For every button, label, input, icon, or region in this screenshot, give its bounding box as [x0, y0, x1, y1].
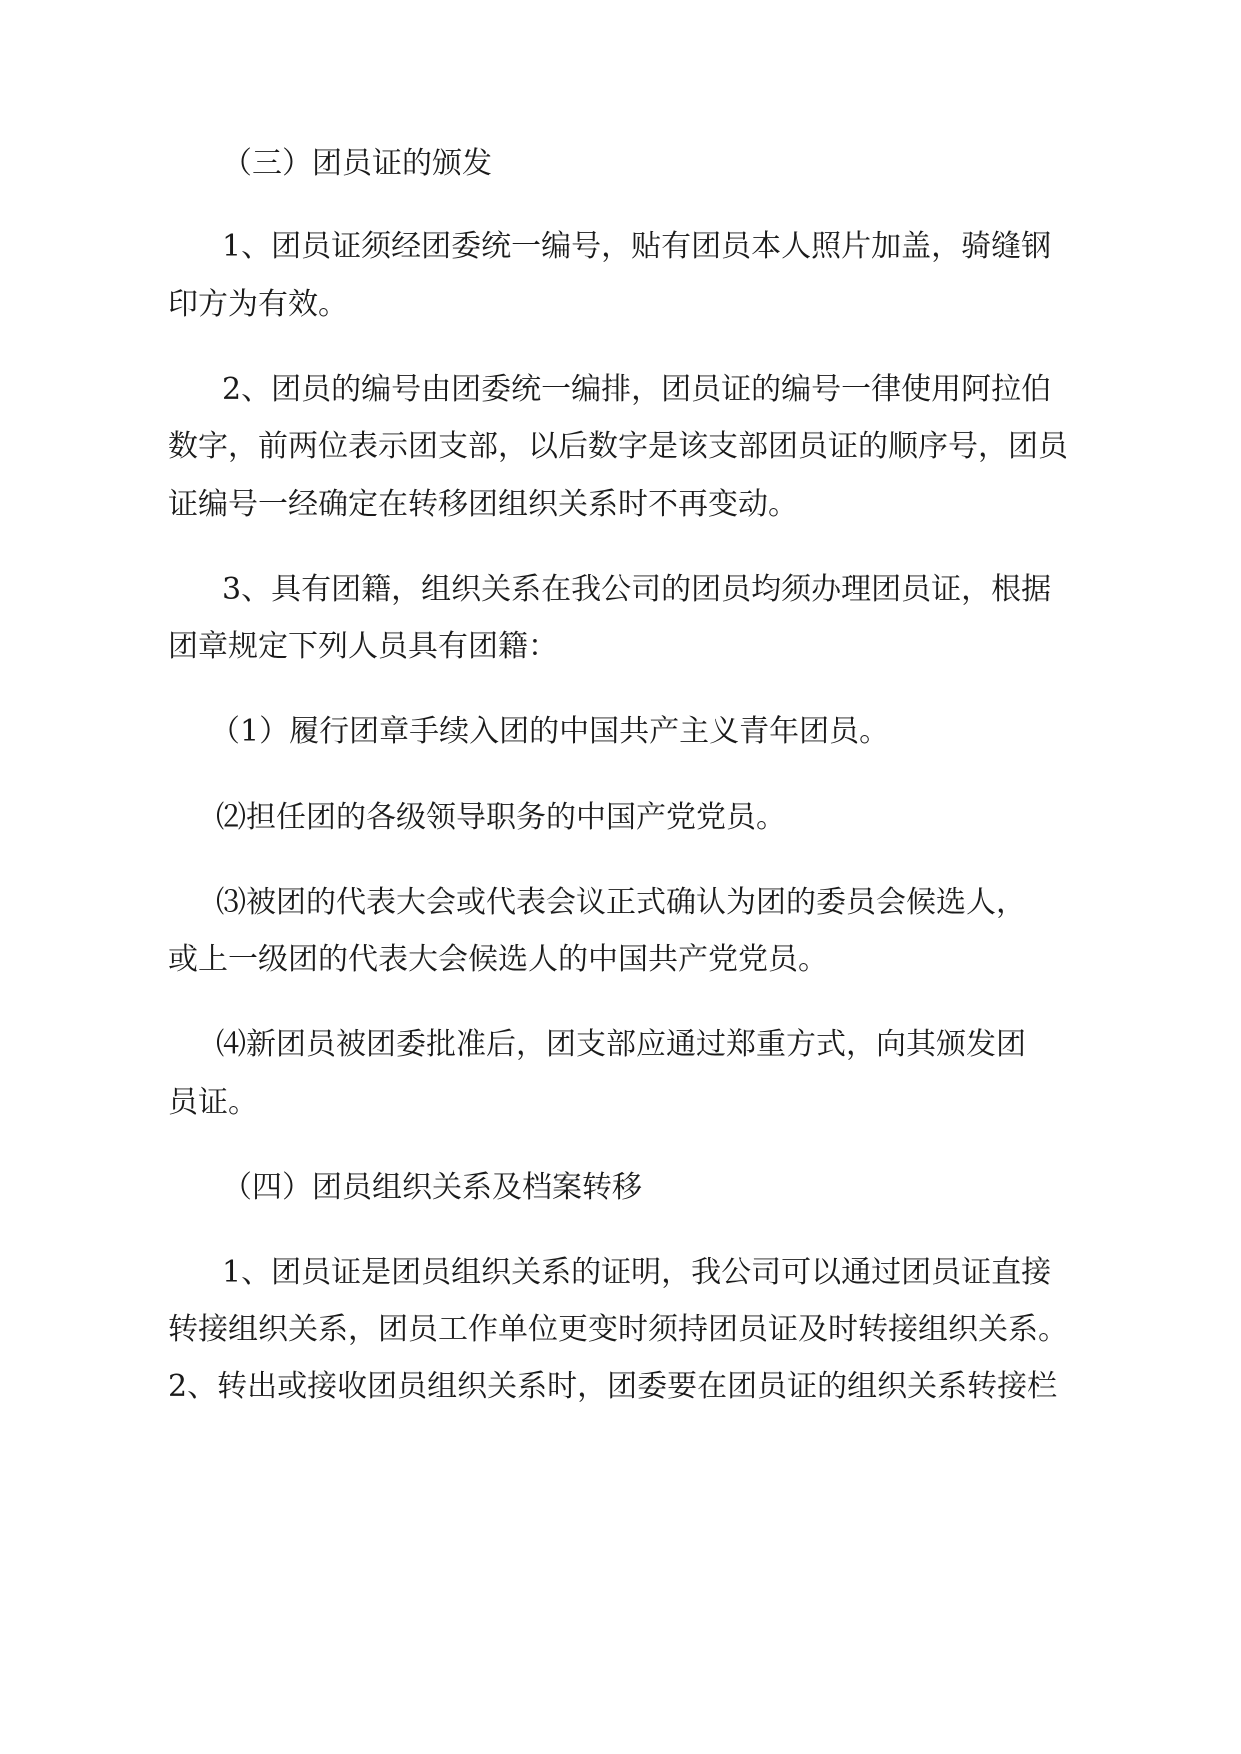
section-heading: （四）团员组织关系及档案转移: [222, 1170, 642, 1205]
list-item-line: ⑵担任团的各级领导职务的中国产党党员。: [216, 800, 786, 835]
paragraph-line: 2、转出或接收团员组织关系时，团委要在团员证的组织关系转接栏: [168, 1369, 1058, 1404]
list-item-line: （1）履行团章手续入团的中国共产主义青年团员。: [210, 714, 890, 749]
list-item-line: ⑶被团的代表大会或代表会议正式确认为团的委员会候选人，: [216, 885, 1026, 920]
paragraph-line: 3、具有团籍，组织关系在我公司的团员均须办理团员证，根据: [222, 572, 1052, 607]
paragraph-line: 印方为有效。: [168, 287, 348, 322]
section-heading: （三）团员证的颁发: [222, 146, 492, 181]
paragraph-line: 团章规定下列人员具有团籍：: [168, 629, 558, 664]
list-item-line: 或上一级团的代表大会候选人的中国共产党党员。: [168, 942, 828, 977]
paragraph-line: 1、团员证是团员组织关系的证明，我公司可以通过团员证直接: [222, 1255, 1052, 1290]
list-item-line: ⑷新团员被团委批准后，团支部应通过郑重方式，向其颁发团: [216, 1027, 1026, 1062]
paragraph-line: 2、团员的编号由团委统一编排，团员证的编号一律使用阿拉伯: [222, 372, 1052, 407]
list-item-line: 员证。: [168, 1085, 258, 1120]
paragraph-line: 数字，前两位表示团支部，以后数字是该支部团员证的顺序号，团员: [168, 429, 1068, 464]
paragraph-line: 转接组织关系，团员工作单位更变时须持团员证及时转接组织关系。: [168, 1312, 1068, 1347]
paragraph-line: 1、团员证须经团委统一编号，贴有团员本人照片加盖，骑缝钢: [222, 229, 1052, 264]
paragraph-line: 证编号一经确定在转移团组织关系时不再变动。: [168, 487, 798, 522]
